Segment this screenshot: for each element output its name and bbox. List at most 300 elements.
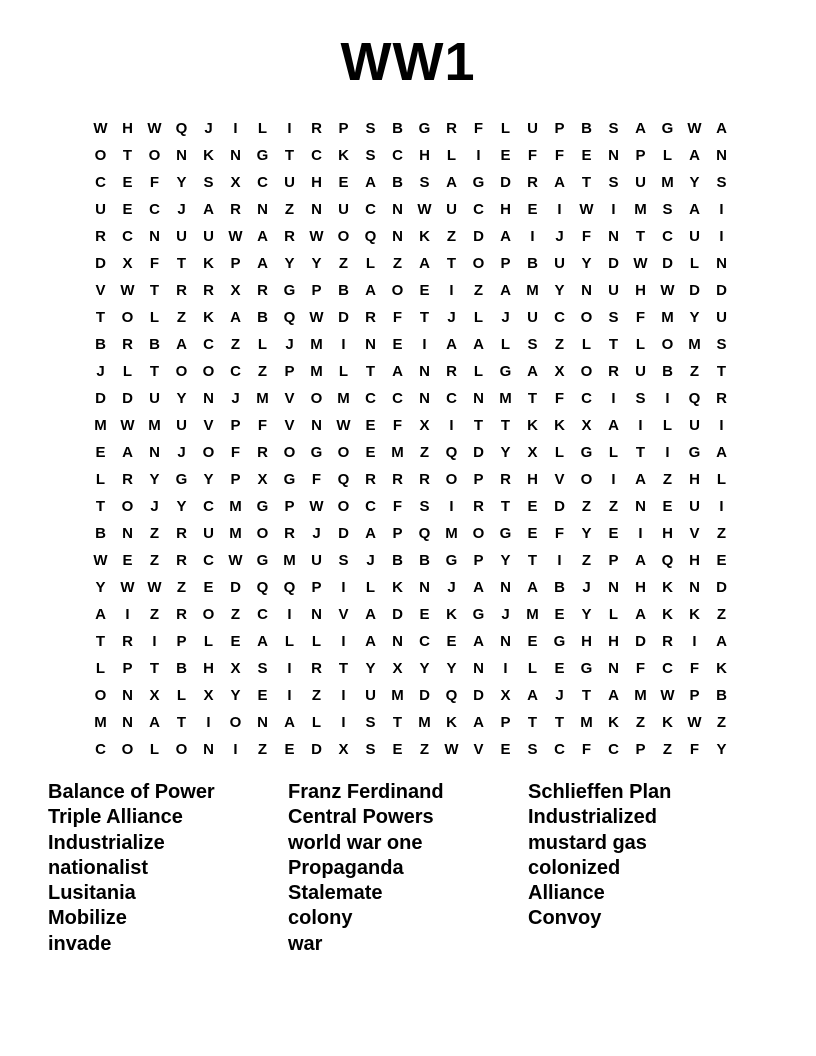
grid-letter[interactable]: U — [365, 687, 376, 705]
grid-letter[interactable]: P — [338, 119, 349, 137]
grid-letter[interactable]: T — [716, 362, 727, 380]
grid-letter[interactable]: E — [527, 200, 538, 218]
grid-letter[interactable]: C — [230, 362, 241, 380]
grid-letter[interactable]: U — [635, 362, 646, 380]
grid-letter[interactable]: M — [256, 389, 269, 407]
grid-letter[interactable]: Y — [716, 741, 727, 759]
grid-letter[interactable]: C — [581, 389, 592, 407]
grid-letter[interactable]: Z — [176, 579, 187, 597]
grid-letter[interactable]: N — [608, 146, 619, 164]
grid-letter[interactable]: X — [149, 687, 160, 705]
grid-letter[interactable]: U — [149, 389, 160, 407]
grid-letter[interactable]: O — [202, 362, 215, 380]
grid-letter[interactable]: L — [527, 660, 538, 678]
grid-letter[interactable]: T — [500, 416, 511, 434]
grid-letter[interactable]: T — [608, 335, 619, 353]
grid-letter[interactable]: L — [446, 146, 457, 164]
grid-letter[interactable]: M — [688, 335, 701, 353]
grid-letter[interactable]: Q — [337, 470, 350, 488]
grid-letter[interactable]: L — [500, 335, 511, 353]
grid-letter[interactable]: A — [203, 200, 214, 218]
grid-letter[interactable]: G — [310, 443, 323, 461]
grid-letter[interactable]: S — [365, 741, 376, 759]
grid-letter[interactable]: M — [148, 416, 161, 434]
grid-letter[interactable]: N — [716, 254, 727, 272]
grid-letter[interactable]: D — [473, 687, 484, 705]
grid-letter[interactable]: K — [203, 254, 214, 272]
grid-letter[interactable]: R — [608, 362, 619, 380]
grid-letter[interactable]: E — [446, 633, 457, 651]
grid-letter[interactable]: A — [689, 200, 700, 218]
grid-letter[interactable]: P — [392, 524, 403, 542]
grid-letter[interactable]: C — [662, 227, 673, 245]
grid-letter[interactable]: L — [662, 146, 673, 164]
grid-letter[interactable]: X — [527, 443, 538, 461]
grid-letter[interactable]: J — [204, 119, 213, 137]
grid-letter[interactable]: B — [392, 119, 403, 137]
grid-letter[interactable]: A — [446, 335, 457, 353]
grid-letter[interactable]: X — [581, 416, 592, 434]
grid-letter[interactable]: L — [365, 254, 376, 272]
grid-letter[interactable]: J — [177, 443, 186, 461]
grid-letter[interactable]: L — [95, 470, 106, 488]
grid-letter[interactable]: I — [638, 416, 643, 434]
grid-letter[interactable]: U — [527, 308, 538, 326]
grid-letter[interactable]: E — [257, 687, 268, 705]
grid-letter[interactable]: D — [311, 741, 322, 759]
grid-letter[interactable]: N — [230, 146, 241, 164]
grid-letter[interactable]: P — [500, 714, 511, 732]
grid-letter[interactable]: A — [500, 281, 511, 299]
grid-letter[interactable]: Z — [230, 335, 241, 353]
grid-letter[interactable]: E — [122, 173, 133, 191]
grid-letter[interactable]: H — [527, 470, 538, 488]
grid-letter[interactable]: N — [122, 714, 133, 732]
grid-letter[interactable]: D — [473, 443, 484, 461]
grid-letter[interactable]: L — [284, 633, 295, 651]
grid-letter[interactable]: N — [311, 200, 322, 218]
grid-letter[interactable]: R — [95, 227, 106, 245]
grid-letter[interactable]: C — [365, 497, 376, 515]
grid-letter[interactable]: O — [121, 741, 134, 759]
grid-letter[interactable]: Z — [392, 254, 403, 272]
grid-letter[interactable]: T — [365, 362, 376, 380]
grid-letter[interactable]: P — [176, 633, 187, 651]
grid-letter[interactable]: N — [149, 443, 160, 461]
grid-letter[interactable]: M — [94, 416, 107, 434]
grid-letter[interactable]: H — [689, 470, 700, 488]
grid-letter[interactable]: M — [310, 362, 323, 380]
grid-letter[interactable]: P — [230, 254, 241, 272]
grid-letter[interactable]: P — [554, 119, 565, 137]
grid-letter[interactable]: Z — [149, 606, 160, 624]
grid-letter[interactable]: U — [338, 200, 349, 218]
grid-letter[interactable]: J — [177, 200, 186, 218]
grid-letter[interactable]: X — [554, 362, 565, 380]
grid-letter[interactable]: D — [608, 254, 619, 272]
grid-letter[interactable]: Y — [176, 497, 187, 515]
grid-letter[interactable]: K — [203, 146, 214, 164]
grid-letter[interactable]: A — [446, 173, 457, 191]
grid-letter[interactable]: F — [149, 173, 160, 191]
grid-letter[interactable]: S — [338, 552, 349, 570]
grid-letter[interactable]: T — [95, 308, 106, 326]
grid-letter[interactable]: W — [687, 714, 702, 732]
grid-letter[interactable]: G — [580, 443, 593, 461]
grid-letter[interactable]: F — [689, 741, 700, 759]
grid-letter[interactable]: S — [527, 335, 538, 353]
grid-letter[interactable]: C — [365, 200, 376, 218]
grid-letter[interactable]: Y — [689, 308, 700, 326]
grid-letter[interactable]: V — [95, 281, 106, 299]
grid-letter[interactable]: U — [284, 173, 295, 191]
grid-letter[interactable]: S — [608, 119, 619, 137]
grid-letter[interactable]: A — [716, 443, 727, 461]
grid-letter[interactable]: E — [338, 173, 349, 191]
grid-letter[interactable]: M — [337, 389, 350, 407]
grid-letter[interactable]: N — [176, 146, 187, 164]
grid-letter[interactable]: Z — [419, 443, 430, 461]
grid-letter[interactable]: X — [122, 254, 133, 272]
grid-letter[interactable]: I — [719, 227, 724, 245]
grid-letter[interactable]: Q — [688, 389, 701, 407]
grid-letter[interactable]: O — [661, 335, 674, 353]
grid-letter[interactable]: O — [229, 714, 242, 732]
grid-letter[interactable]: S — [365, 146, 376, 164]
grid-letter[interactable]: D — [230, 579, 241, 597]
grid-letter[interactable]: L — [149, 308, 160, 326]
grid-letter[interactable]: I — [287, 660, 292, 678]
grid-letter[interactable]: R — [176, 281, 187, 299]
grid-letter[interactable]: P — [635, 741, 646, 759]
grid-letter[interactable]: W — [120, 579, 135, 597]
grid-letter[interactable]: Z — [446, 227, 457, 245]
grid-letter[interactable]: N — [419, 362, 430, 380]
grid-letter[interactable]: W — [633, 254, 648, 272]
grid-letter[interactable]: E — [716, 552, 727, 570]
grid-letter[interactable]: J — [555, 687, 564, 705]
grid-letter[interactable]: T — [527, 389, 538, 407]
grid-letter[interactable]: U — [527, 119, 538, 137]
grid-letter[interactable]: T — [122, 146, 133, 164]
grid-letter[interactable]: D — [716, 281, 727, 299]
grid-letter[interactable]: R — [311, 119, 322, 137]
grid-letter[interactable]: C — [554, 741, 565, 759]
grid-letter[interactable]: T — [419, 308, 430, 326]
grid-letter[interactable]: T — [473, 416, 484, 434]
grid-letter[interactable]: E — [554, 660, 565, 678]
grid-letter[interactable]: A — [500, 227, 511, 245]
grid-letter[interactable]: Z — [230, 606, 241, 624]
grid-letter[interactable]: M — [634, 687, 647, 705]
grid-letter[interactable]: F — [473, 119, 484, 137]
grid-letter[interactable]: P — [500, 254, 511, 272]
grid-letter[interactable]: S — [257, 660, 268, 678]
grid-letter[interactable]: T — [95, 633, 106, 651]
grid-letter[interactable]: A — [365, 606, 376, 624]
grid-letter[interactable]: I — [611, 470, 616, 488]
grid-letter[interactable]: Y — [284, 254, 295, 272]
grid-letter[interactable]: Z — [419, 741, 430, 759]
grid-letter[interactable]: C — [392, 389, 403, 407]
grid-letter[interactable]: T — [527, 714, 538, 732]
grid-letter[interactable]: X — [419, 416, 430, 434]
grid-letter[interactable]: C — [257, 606, 268, 624]
grid-letter[interactable]: E — [122, 200, 133, 218]
grid-letter[interactable]: B — [176, 660, 187, 678]
grid-letter[interactable]: N — [365, 335, 376, 353]
grid-letter[interactable]: E — [392, 741, 403, 759]
grid-letter[interactable]: I — [449, 281, 454, 299]
grid-letter[interactable]: I — [341, 714, 346, 732]
grid-letter[interactable]: H — [500, 200, 511, 218]
grid-letter[interactable]: E — [554, 606, 565, 624]
grid-letter[interactable]: Z — [176, 308, 187, 326]
grid-letter[interactable]: A — [230, 308, 241, 326]
grid-letter[interactable]: U — [203, 227, 214, 245]
grid-letter[interactable]: A — [635, 119, 646, 137]
grid-letter[interactable]: I — [152, 633, 157, 651]
grid-letter[interactable]: M — [283, 552, 296, 570]
grid-letter[interactable]: G — [553, 633, 566, 651]
grid-letter[interactable]: G — [688, 443, 701, 461]
grid-letter[interactable]: Y — [230, 687, 241, 705]
grid-letter[interactable]: I — [719, 416, 724, 434]
grid-letter[interactable]: A — [527, 687, 538, 705]
grid-letter[interactable]: T — [149, 362, 160, 380]
grid-letter[interactable]: N — [203, 389, 214, 407]
grid-letter[interactable]: W — [309, 227, 324, 245]
grid-letter[interactable]: W — [309, 497, 324, 515]
grid-letter[interactable]: T — [527, 552, 538, 570]
grid-letter[interactable]: O — [580, 308, 593, 326]
grid-letter[interactable]: Q — [283, 308, 296, 326]
grid-letter[interactable]: N — [311, 606, 322, 624]
grid-letter[interactable]: Q — [418, 524, 431, 542]
grid-letter[interactable]: L — [95, 660, 106, 678]
grid-letter[interactable]: F — [392, 497, 403, 515]
grid-letter[interactable]: D — [635, 633, 646, 651]
grid-letter[interactable]: I — [422, 335, 427, 353]
grid-letter[interactable]: E — [230, 633, 241, 651]
grid-letter[interactable]: J — [366, 552, 375, 570]
grid-letter[interactable]: N — [473, 660, 484, 678]
grid-letter[interactable]: A — [689, 146, 700, 164]
grid-letter[interactable]: U — [95, 200, 106, 218]
grid-letter[interactable]: R — [122, 633, 133, 651]
grid-letter[interactable]: A — [365, 281, 376, 299]
grid-letter[interactable]: A — [635, 470, 646, 488]
grid-letter[interactable]: N — [122, 524, 133, 542]
grid-letter[interactable]: S — [419, 497, 430, 515]
grid-letter[interactable]: C — [311, 146, 322, 164]
grid-letter[interactable]: R — [176, 606, 187, 624]
grid-letter[interactable]: O — [337, 443, 350, 461]
grid-letter[interactable]: H — [581, 633, 592, 651]
grid-letter[interactable]: T — [149, 660, 160, 678]
grid-letter[interactable]: I — [476, 146, 481, 164]
grid-letter[interactable]: L — [473, 362, 484, 380]
grid-letter[interactable]: I — [665, 389, 670, 407]
grid-letter[interactable]: Y — [176, 173, 187, 191]
grid-letter[interactable]: M — [418, 714, 431, 732]
grid-letter[interactable]: C — [554, 308, 565, 326]
grid-letter[interactable]: R — [716, 389, 727, 407]
grid-letter[interactable]: J — [150, 497, 159, 515]
grid-letter[interactable]: B — [581, 119, 592, 137]
grid-letter[interactable]: I — [557, 552, 562, 570]
grid-letter[interactable]: D — [554, 497, 565, 515]
grid-letter[interactable]: H — [635, 281, 646, 299]
grid-letter[interactable]: W — [687, 119, 702, 137]
grid-letter[interactable]: C — [149, 200, 160, 218]
grid-letter[interactable]: L — [311, 633, 322, 651]
grid-letter[interactable]: U — [311, 552, 322, 570]
grid-letter[interactable]: A — [608, 416, 619, 434]
grid-letter[interactable]: E — [527, 633, 538, 651]
grid-letter[interactable]: E — [365, 416, 376, 434]
grid-letter[interactable]: T — [446, 254, 457, 272]
grid-letter[interactable]: Z — [311, 687, 322, 705]
grid-letter[interactable]: N — [392, 200, 403, 218]
grid-letter[interactable]: F — [581, 741, 592, 759]
grid-letter[interactable]: B — [95, 524, 106, 542]
grid-letter[interactable]: K — [716, 660, 727, 678]
grid-letter[interactable]: N — [473, 389, 484, 407]
grid-letter[interactable]: F — [554, 524, 565, 542]
grid-letter[interactable]: R — [500, 470, 511, 488]
grid-letter[interactable]: I — [665, 443, 670, 461]
grid-letter[interactable]: Z — [716, 714, 727, 732]
grid-letter[interactable]: O — [472, 524, 485, 542]
grid-letter[interactable]: O — [121, 497, 134, 515]
grid-letter[interactable]: W — [417, 200, 432, 218]
grid-letter[interactable]: F — [311, 470, 322, 488]
grid-letter[interactable]: P — [284, 362, 295, 380]
grid-letter[interactable]: Q — [661, 552, 674, 570]
grid-letter[interactable]: L — [500, 119, 511, 137]
grid-letter[interactable]: O — [580, 470, 593, 488]
grid-letter[interactable]: W — [93, 552, 108, 570]
grid-letter[interactable]: F — [392, 416, 403, 434]
grid-letter[interactable]: X — [230, 660, 241, 678]
grid-letter[interactable]: R — [203, 281, 214, 299]
grid-letter[interactable]: A — [635, 606, 646, 624]
grid-letter[interactable]: R — [662, 633, 673, 651]
grid-letter[interactable]: K — [446, 606, 457, 624]
grid-letter[interactable]: N — [608, 660, 619, 678]
grid-letter[interactable]: Z — [608, 497, 619, 515]
grid-letter[interactable]: Q — [445, 443, 458, 461]
grid-letter[interactable]: Y — [689, 173, 700, 191]
grid-letter[interactable]: Q — [175, 119, 188, 137]
grid-letter[interactable]: S — [365, 714, 376, 732]
grid-letter[interactable]: K — [662, 606, 673, 624]
grid-letter[interactable]: R — [446, 119, 457, 137]
grid-letter[interactable]: N — [689, 579, 700, 597]
grid-letter[interactable]: M — [229, 524, 242, 542]
grid-letter[interactable]: V — [284, 389, 295, 407]
grid-letter[interactable]: W — [120, 416, 135, 434]
grid-letter[interactable]: Z — [257, 362, 268, 380]
grid-letter[interactable]: F — [635, 308, 646, 326]
grid-letter[interactable]: I — [530, 227, 535, 245]
grid-letter[interactable]: A — [527, 362, 538, 380]
grid-letter[interactable]: C — [365, 389, 376, 407]
grid-letter[interactable]: W — [660, 687, 675, 705]
grid-letter[interactable]: H — [662, 524, 673, 542]
grid-letter[interactable]: M — [526, 281, 539, 299]
grid-letter[interactable]: B — [527, 254, 538, 272]
grid-letter[interactable]: S — [527, 741, 538, 759]
grid-letter[interactable]: K — [203, 308, 214, 326]
grid-letter[interactable]: K — [662, 579, 673, 597]
grid-letter[interactable]: K — [446, 714, 457, 732]
grid-letter[interactable]: L — [257, 119, 268, 137]
grid-letter[interactable]: O — [337, 227, 350, 245]
grid-letter[interactable]: S — [716, 173, 727, 191]
grid-letter[interactable]: A — [608, 687, 619, 705]
grid-letter[interactable]: C — [257, 173, 268, 191]
grid-letter[interactable]: Z — [284, 200, 295, 218]
grid-letter[interactable]: S — [365, 119, 376, 137]
grid-letter[interactable]: K — [392, 579, 403, 597]
grid-letter[interactable]: L — [473, 308, 484, 326]
grid-letter[interactable]: B — [392, 552, 403, 570]
grid-letter[interactable]: Y — [203, 470, 214, 488]
grid-letter[interactable]: Y — [500, 552, 511, 570]
grid-letter[interactable]: Z — [581, 497, 592, 515]
grid-letter[interactable]: F — [149, 254, 160, 272]
grid-letter[interactable]: T — [581, 687, 592, 705]
grid-letter[interactable]: P — [473, 552, 484, 570]
grid-letter[interactable]: U — [176, 416, 187, 434]
grid-letter[interactable]: I — [638, 524, 643, 542]
grid-letter[interactable]: T — [176, 714, 187, 732]
grid-letter[interactable]: S — [203, 173, 214, 191]
grid-letter[interactable]: Y — [311, 254, 322, 272]
grid-letter[interactable]: C — [662, 660, 673, 678]
grid-letter[interactable]: O — [94, 146, 107, 164]
grid-letter[interactable]: P — [311, 579, 322, 597]
grid-letter[interactable]: L — [203, 633, 214, 651]
grid-letter[interactable]: H — [419, 146, 430, 164]
grid-letter[interactable]: N — [608, 579, 619, 597]
grid-letter[interactable]: L — [581, 335, 592, 353]
grid-letter[interactable]: Y — [149, 470, 160, 488]
grid-letter[interactable]: U — [716, 308, 727, 326]
grid-letter[interactable]: A — [473, 335, 484, 353]
grid-letter[interactable]: N — [419, 579, 430, 597]
grid-letter[interactable]: D — [662, 254, 673, 272]
grid-letter[interactable]: Y — [581, 606, 592, 624]
grid-letter[interactable]: W — [660, 281, 675, 299]
grid-letter[interactable]: E — [122, 552, 133, 570]
grid-letter[interactable]: A — [365, 173, 376, 191]
grid-letter[interactable]: A — [473, 579, 484, 597]
grid-letter[interactable]: I — [125, 606, 130, 624]
grid-letter[interactable]: C — [392, 146, 403, 164]
grid-letter[interactable]: D — [338, 308, 349, 326]
grid-letter[interactable]: I — [287, 687, 292, 705]
grid-letter[interactable]: O — [175, 741, 188, 759]
grid-letter[interactable]: A — [716, 119, 727, 137]
grid-letter[interactable]: A — [284, 714, 295, 732]
grid-letter[interactable]: I — [341, 633, 346, 651]
grid-letter[interactable]: L — [716, 470, 727, 488]
grid-letter[interactable]: Q — [364, 227, 377, 245]
grid-letter[interactable]: L — [338, 362, 349, 380]
